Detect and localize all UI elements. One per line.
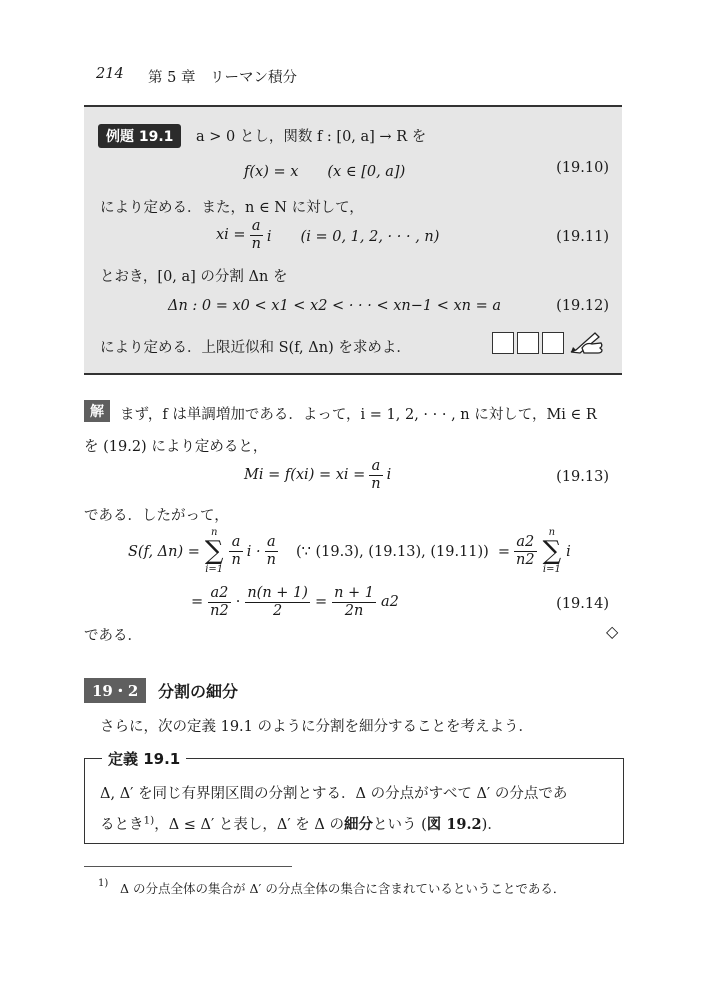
section-title: 分割の細分 bbox=[158, 682, 239, 701]
example-label: 例題 19.1 bbox=[98, 124, 181, 148]
fraction-a-over-n bbox=[229, 534, 242, 568]
fraction-a2-over-n2 bbox=[208, 585, 231, 619]
solution-eq-19-14-line-1 bbox=[128, 528, 571, 575]
definition-label: 定義 19.1 bbox=[102, 748, 186, 769]
fraction-numerator: a bbox=[229, 534, 242, 552]
eq-number-19-14: (19.14) bbox=[556, 596, 609, 612]
definition-line-2-d: )． bbox=[481, 817, 502, 833]
fraction-a2-over-n2 bbox=[514, 534, 537, 568]
definition-line-1: Δ, Δ′ を同じ有界閉区間の分割とする．Δ の分点がすべて Δ′ の分点であ bbox=[100, 786, 568, 802]
fraction-numerator: n(n + 1) bbox=[247, 585, 308, 601]
fraction-denominator: 2 bbox=[273, 602, 283, 619]
solution-eq-19-13 bbox=[244, 458, 391, 492]
example-line-1: a > 0 とし，関数 f : [0, a] → R を bbox=[196, 129, 427, 145]
eq-number-19-11: (19.11) bbox=[556, 229, 609, 245]
footnote-rule bbox=[84, 866, 292, 867]
fraction-a-over-n-2 bbox=[265, 534, 278, 568]
example-eq-19-10: f(x) = x (x ∈ [0, a]) bbox=[244, 164, 406, 180]
solution-line-1: まず，f は単調増加である．よって，i = 1, 2, · · · , n に対して，Mi ∈ R bbox=[120, 407, 597, 423]
equals-sign: = bbox=[191, 594, 204, 611]
fraction-denominator: n bbox=[371, 475, 381, 492]
footnote-mark: 1) bbox=[98, 878, 109, 889]
eq-19-11-rhs: i (i = 0, 1, 2, · · · , n) bbox=[266, 228, 440, 245]
fraction-numerator: a bbox=[265, 534, 278, 552]
fraction-numerator: a bbox=[369, 458, 382, 476]
section-number: 19・2 bbox=[84, 678, 146, 703]
fraction-n-n-plus-1-over-2 bbox=[245, 585, 310, 619]
sum-sigma: ∑ bbox=[204, 536, 224, 566]
solution-eq-19-14-line-2 bbox=[191, 585, 399, 619]
section-intro: さらに，次の定義 19.1 のように分割を細分することを考えよう． bbox=[100, 719, 534, 735]
fraction-numerator: a2 bbox=[514, 534, 537, 552]
eq-19-13-fraction bbox=[369, 458, 382, 492]
fraction-numerator: a2 bbox=[208, 585, 231, 603]
check-box-2[interactable] bbox=[517, 332, 539, 354]
example-line-2: により定める．また，n ∈ N に対して， bbox=[100, 200, 364, 216]
definition-line-2-a: るとき bbox=[100, 817, 144, 833]
page-number: 214 bbox=[96, 66, 124, 82]
reason-annotation: (∵ (19.3), (19.13), (19.11)) bbox=[296, 543, 489, 560]
dot-operator: · bbox=[235, 594, 241, 611]
solution-label: 解 bbox=[84, 400, 110, 422]
running-head: 第 5 章 リーマン積分 bbox=[148, 70, 297, 86]
solution-line-4: である． bbox=[84, 628, 142, 644]
fraction-denominator: n bbox=[266, 552, 276, 569]
fraction-denominator: n2 bbox=[210, 602, 229, 619]
fraction-numerator: a bbox=[250, 218, 263, 236]
definition-line-2-c: という ( bbox=[373, 817, 427, 833]
eq-19-11-lhs: xi = bbox=[216, 227, 246, 244]
fraction-denominator: n2 bbox=[516, 552, 535, 569]
eq-19-13-rhs: i bbox=[386, 467, 392, 484]
eq-number-19-12: (19.12) bbox=[556, 298, 609, 314]
footnote-marker[interactable]: 1) bbox=[143, 814, 155, 827]
fraction-denominator: 2n bbox=[344, 602, 364, 619]
sum-end-term: i bbox=[566, 543, 571, 560]
example-line-3: とおき，[0, a] の分割 Δn を bbox=[100, 269, 288, 285]
qed-diamond: ◇ bbox=[606, 622, 619, 641]
sum-mid-term: i · bbox=[246, 543, 261, 560]
eq-19-11-fraction bbox=[250, 218, 263, 252]
fraction-n-plus-1-over-2n bbox=[332, 585, 376, 619]
example-eq-19-12: Δn : 0 = x0 < x1 < x2 < · · · < xn−1 < xn = a bbox=[168, 298, 502, 314]
solution-line-3: である．したがって， bbox=[84, 508, 229, 524]
check-box-1[interactable] bbox=[492, 332, 514, 354]
definition-line-2 bbox=[100, 813, 502, 834]
eq-number-19-13: (19.13) bbox=[556, 469, 609, 485]
solution-line-2: を (19.2) により定めると， bbox=[84, 439, 268, 455]
summation-operator bbox=[205, 528, 224, 575]
sum-upper-limit: n bbox=[210, 527, 218, 538]
footnote-text: Δ の分点全体の集合が Δ′ の分点全体の集合に含まれているということである． bbox=[120, 881, 566, 896]
sum-lower-limit: i=1 bbox=[542, 564, 561, 576]
sum-lhs: S(f, Δn) = bbox=[128, 543, 200, 560]
fraction-numerator: n + 1 bbox=[334, 585, 375, 601]
eq-19-13-lhs: Mi = f(xi) = xi = bbox=[244, 467, 366, 484]
definition-line-2-b: ，Δ ≤ Δ′ と表し，Δ′ を Δ の bbox=[154, 817, 344, 833]
sum-sigma: ∑ bbox=[542, 536, 562, 566]
final-term: a2 bbox=[381, 594, 399, 611]
equals-sign: = bbox=[497, 543, 510, 560]
example-eq-19-11 bbox=[216, 218, 439, 252]
check-box-3[interactable] bbox=[542, 332, 564, 354]
figure-reference[interactable]: 図 19.2 bbox=[426, 816, 482, 833]
term-refinement: 細分 bbox=[344, 816, 373, 833]
summation-operator-2 bbox=[543, 528, 562, 575]
fraction-denominator: n bbox=[251, 235, 261, 252]
writing-hand-icon bbox=[568, 328, 604, 356]
example-line-4: により定める．上限近似和 S(f, Δn) を求めよ． bbox=[100, 340, 411, 356]
sum-lower-limit: i=1 bbox=[205, 564, 224, 576]
eq-number-19-10: (19.10) bbox=[556, 160, 609, 176]
fraction-denominator: n bbox=[231, 552, 241, 569]
equals-sign: = bbox=[314, 594, 328, 611]
sum-upper-limit: n bbox=[548, 527, 556, 538]
